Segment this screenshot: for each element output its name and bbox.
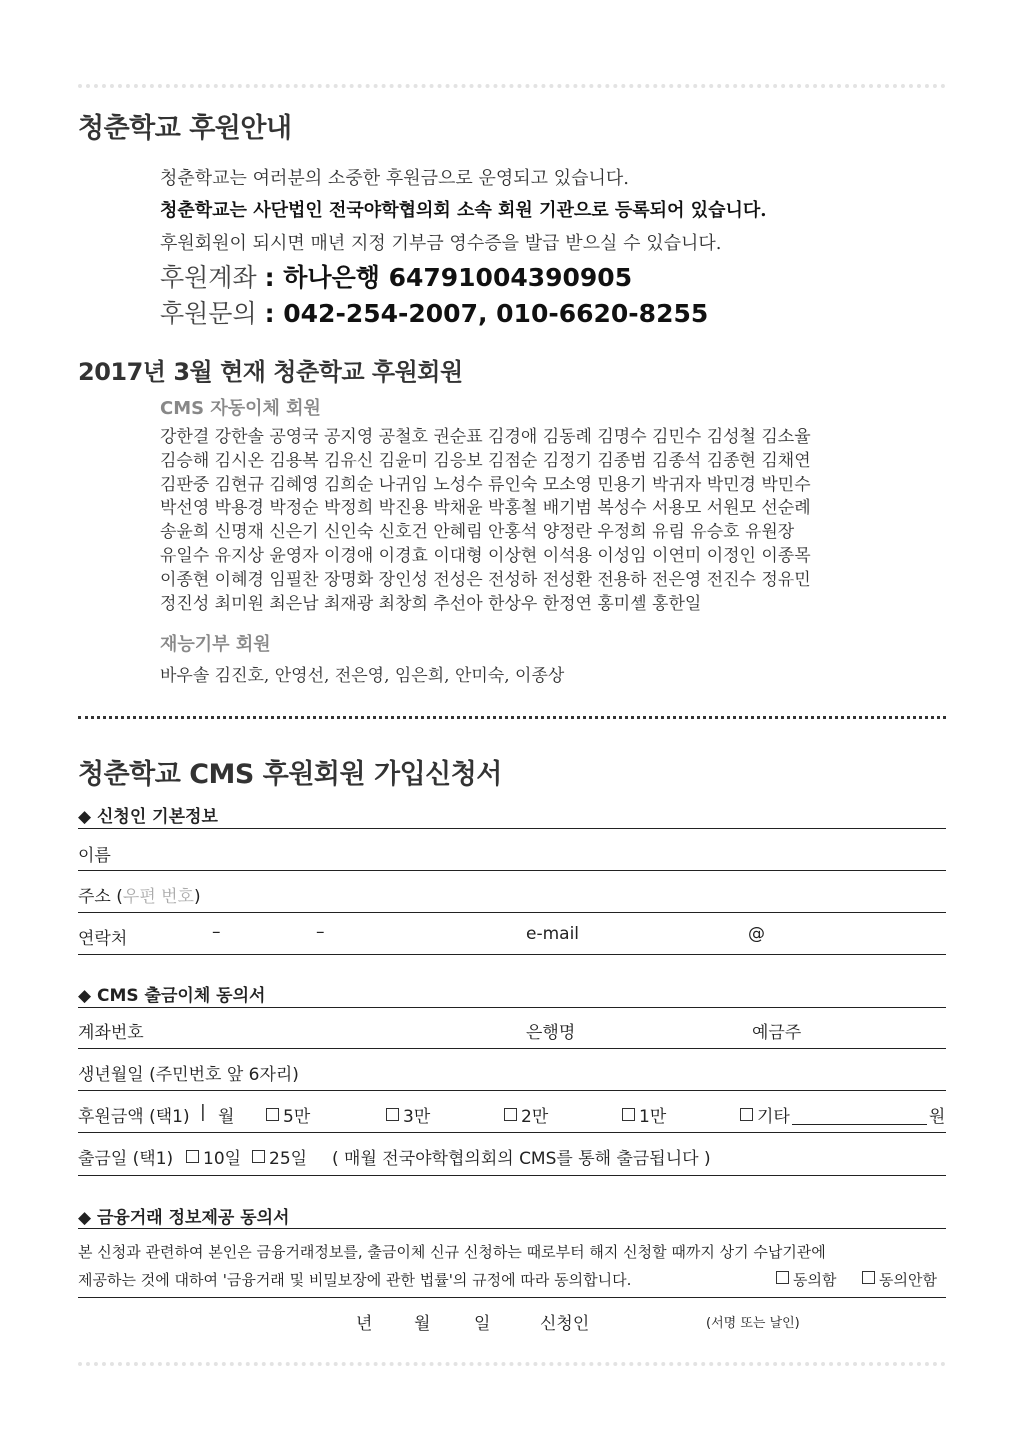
address-hint: 우편 번호 <box>122 887 194 907</box>
disagree-option[interactable]: 동의안함 <box>862 1269 937 1290</box>
account-value: : 하나은행 64791004390905 <box>264 263 633 292</box>
member-line: 강한결 강한솔 공영국 공지영 공철호 권순표 김경애 김동례 김명수 김민수 김성철 김소율 <box>160 427 811 447</box>
talent-members-heading: 재능기부 회원 <box>160 634 271 655</box>
sign-month-label: 월 <box>414 1314 431 1334</box>
checkbox-icon[interactable] <box>504 1108 517 1121</box>
sign-year-label: 년 <box>356 1314 373 1334</box>
email-label: e-mail <box>526 924 580 944</box>
checkbox-icon[interactable] <box>186 1150 199 1163</box>
divider <box>78 828 946 829</box>
top-divider <box>78 84 946 88</box>
divider <box>78 1228 946 1229</box>
phone-dash-2: – <box>316 922 325 942</box>
address-label: 주소 ( <box>78 887 123 907</box>
won-label: 원 <box>928 1107 946 1127</box>
other-amount-input[interactable] <box>792 1107 927 1125</box>
intro-line-1: 청춘학교는 여러분의 소중한 후원금으로 운영되고 있습니다. <box>160 168 630 189</box>
account-number-label: 계좌번호 <box>78 1023 144 1043</box>
sign-note: (서명 또는 날인) <box>706 1316 800 1331</box>
contact-label: 연락처 <box>78 929 128 949</box>
account-label: 후원계좌 <box>160 263 257 292</box>
inquiry-label: 후원문의 <box>160 299 257 328</box>
checkbox-icon[interactable] <box>862 1271 875 1284</box>
at-sign: @ <box>748 924 765 944</box>
member-line: 박선영 박용경 박정순 박정희 박진용 박채윤 박홍철 배기범 복성수 서용모 서원모 선순례 <box>160 498 811 519</box>
agree-option[interactable]: 동의함 <box>776 1269 836 1290</box>
withdraw-option-25[interactable]: 25일 <box>252 1144 307 1169</box>
amount-option-20k[interactable]: 2만 <box>504 1102 548 1127</box>
amount-option-50k[interactable]: 5만 <box>266 1102 310 1127</box>
member-line: 송윤희 신명재 신은기 신인숙 신호건 안혜림 안홍석 양정란 우정희 유림 유승호 유원장 <box>160 522 795 543</box>
cms-consent-heading: ◆ CMS 출금이체 동의서 <box>78 986 266 1006</box>
month-label: 월 <box>218 1107 235 1127</box>
member-line: 이종현 이혜경 임필찬 장명화 장인성 전성은 전성하 전성환 전용하 전은영 전진수 정유민 <box>160 569 811 590</box>
member-line: 유일수 유지상 윤영자 이경애 이경효 이대형 이상현 이석용 이성임 이연미 이정인 이종목 <box>160 545 811 566</box>
checkbox-icon[interactable] <box>252 1150 265 1163</box>
withdraw-note: ( 매월 전국야학협의회의 CMS를 통해 출금됩니다 ) <box>332 1149 711 1169</box>
holder-label: 예금주 <box>752 1023 802 1043</box>
finance-consent-text-1: 본 신청과 관련하여 본인은 금융거래정보를, 출금이체 신규 신청하는 때로부터 해지 신청할 때까지 상기 수납기관에 <box>78 1243 826 1261</box>
members-title: 2017년 3월 현재 청춘학교 후원회원 <box>78 358 463 386</box>
intro-line-2: 청춘학교는 사단법인 전국야학협의회 소속 회원 기관으로 등록되어 있습니다. <box>160 200 767 221</box>
checkbox-icon[interactable] <box>622 1108 635 1121</box>
checkbox-icon[interactable] <box>740 1108 753 1121</box>
birth-label: 생년월일 (주민번호 앞 6자리) <box>78 1065 299 1085</box>
divider <box>78 912 946 913</box>
account-row <box>160 258 632 294</box>
withdraw-label: 출금일 (택1) <box>78 1149 174 1169</box>
divider <box>78 1132 946 1133</box>
basic-info-heading: ◆ 신청인 기본정보 <box>78 807 218 827</box>
divider <box>78 1048 946 1049</box>
amount-option-10k[interactable]: 1만 <box>622 1102 666 1127</box>
inquiry-row <box>160 294 708 330</box>
section-divider <box>78 716 946 719</box>
form-title: 청춘학교 CMS 후원회원 가입신청서 <box>78 759 502 790</box>
checkbox-icon[interactable] <box>386 1108 399 1121</box>
divider <box>78 1175 946 1176</box>
address-row <box>78 882 201 907</box>
intro-line-3: 후원회원이 되시면 매년 지정 기부금 영수증을 발급 받으실 수 있습니다. <box>160 233 722 254</box>
support-info-title: 청춘학교 후원안내 <box>78 113 292 144</box>
name-label: 이름 <box>78 846 111 866</box>
divider <box>78 1007 946 1008</box>
inquiry-value: : 042-254-2007, 010-6620-8255 <box>264 299 709 328</box>
member-line: 김승해 김시온 김용복 김유신 김윤미 김응보 김점순 김정기 김종범 김종석 김종현 김채연 <box>160 450 811 471</box>
withdraw-option-10[interactable]: 10일 <box>186 1144 241 1169</box>
cms-members-heading: CMS 자동이체 회원 <box>160 398 321 419</box>
finance-consent-text-2: 제공하는 것에 대하여 '금융거래 및 비밀보장에 관한 법률'의 규정에 따라 동의합니다. <box>78 1271 632 1289</box>
amount-option-30k[interactable]: 3만 <box>386 1102 430 1127</box>
address-close: ) <box>193 887 201 907</box>
bank-label: 은행명 <box>526 1023 576 1043</box>
finance-consent-heading: ◆ 금융거래 정보제공 동의서 <box>78 1208 290 1228</box>
checkbox-icon[interactable] <box>266 1108 279 1121</box>
amount-label: 후원금액 (택1) <box>78 1107 190 1127</box>
divider <box>78 954 946 955</box>
amount-separator: | <box>200 1102 206 1122</box>
bottom-divider <box>78 1362 946 1366</box>
talent-members-list: 바우솔 김진호, 안영선, 전은영, 임은희, 안미숙, 이종상 <box>160 666 565 686</box>
divider <box>78 1090 946 1091</box>
cms-members-list <box>160 426 900 616</box>
member-line: 김판중 김현규 김혜영 김희순 나귀임 노성수 류인숙 모소영 민용기 박귀자 박민경 박민수 <box>160 474 811 495</box>
phone-dash-1: – <box>212 922 221 942</box>
applicant-label: 신청인 <box>540 1314 590 1334</box>
sign-day-label: 일 <box>474 1314 491 1334</box>
amount-option-other[interactable]: 기타 원 <box>740 1102 945 1127</box>
member-line: 정진성 최미원 최은남 최재광 최창희 추선아 한상우 한정연 홍미셸 홍한일 <box>160 593 702 614</box>
divider <box>78 870 946 871</box>
divider <box>78 1297 946 1298</box>
checkbox-icon[interactable] <box>776 1271 789 1284</box>
